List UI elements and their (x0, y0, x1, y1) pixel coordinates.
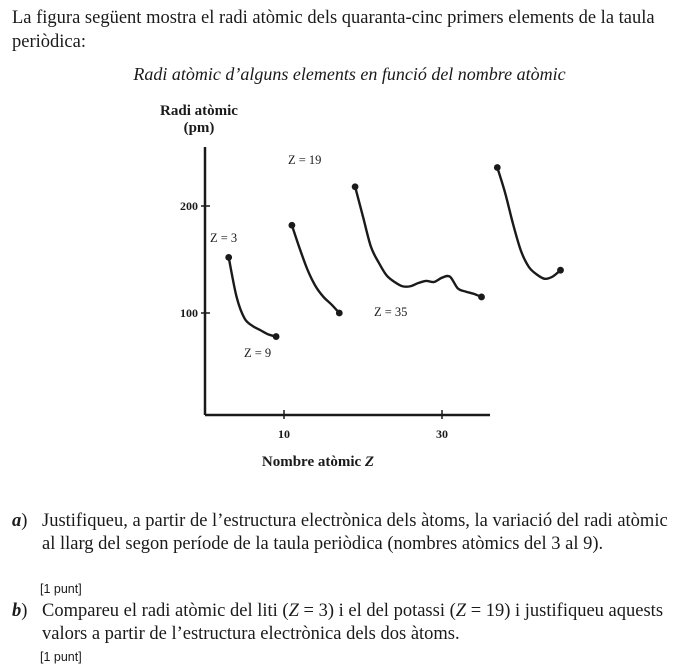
y-tick-label-200: 200 (180, 199, 198, 213)
intro-text: La figura següent mostra el radi atòmic dels quaranta-cinc primers elements de la taula periòdica: (12, 8, 655, 52)
question-b (12, 600, 680, 646)
x-axis-label (262, 454, 374, 470)
question-b-letter: b) (12, 601, 28, 621)
series-2-end-point (336, 310, 343, 317)
question-a-letter: a) (12, 511, 28, 531)
y-tick-label-100: 100 (180, 306, 198, 320)
series-line-4 (497, 167, 560, 278)
series-4-start-point (494, 164, 501, 171)
series-1-start-point (225, 254, 232, 261)
question-a (12, 510, 680, 556)
annotation-z19: Z = 19 (288, 153, 322, 167)
annotation-z35: Z = 35 (374, 305, 408, 319)
question-b-letter-text: b (12, 601, 22, 621)
x-tick-label-30: 30 (436, 427, 448, 441)
y-axis-unit: (pm) (183, 120, 215, 136)
question-b-var-1: Z (288, 601, 299, 621)
series-2-start-point (289, 222, 296, 229)
series-4-end-point (557, 267, 564, 274)
x-axis-label-var: Z (364, 454, 375, 470)
question-b-var-2: Z (455, 601, 467, 621)
series-line-2 (292, 225, 339, 313)
question-a-points: [1 punt] (40, 582, 82, 596)
x-tick-label-10: 10 (278, 427, 290, 441)
question-a-text: Justifiqueu, a partir de l’estructura electrònica dels àtoms, la variació del radi atòmic al llarg del segon període de la taula periòdica (nombres atòmics del 3 al 9). (42, 511, 668, 554)
annotation-z9: Z = 9 (244, 346, 272, 360)
question-b-part-2: = 3) i el del potassi ( (298, 601, 456, 621)
figure-caption: Radi atòmic d’alguns elements en funció del nombre atòmic (133, 64, 566, 84)
question-b-part-3: = 19) i justifiqueu aquests valors a partir de l’estructura electrònica dels dos àtoms. (42, 601, 664, 644)
series-line-1 (229, 257, 276, 336)
x-axis-label-text: Nombre atòmic (261, 454, 362, 470)
series-3-end-point (478, 294, 485, 301)
annotation-z3: Z = 3 (210, 231, 238, 245)
series-1-end-point (273, 333, 280, 340)
question-b-points: [1 punt] (40, 650, 82, 664)
y-axis-label: Radi atòmic (160, 103, 238, 119)
question-b-text (42, 600, 680, 646)
series-3-start-point (352, 183, 359, 190)
series-line-3 (355, 187, 481, 297)
question-a-letter-text: a (12, 511, 22, 531)
question-b-part-1: Compareu el radi atòmic del liti ( (42, 601, 289, 621)
